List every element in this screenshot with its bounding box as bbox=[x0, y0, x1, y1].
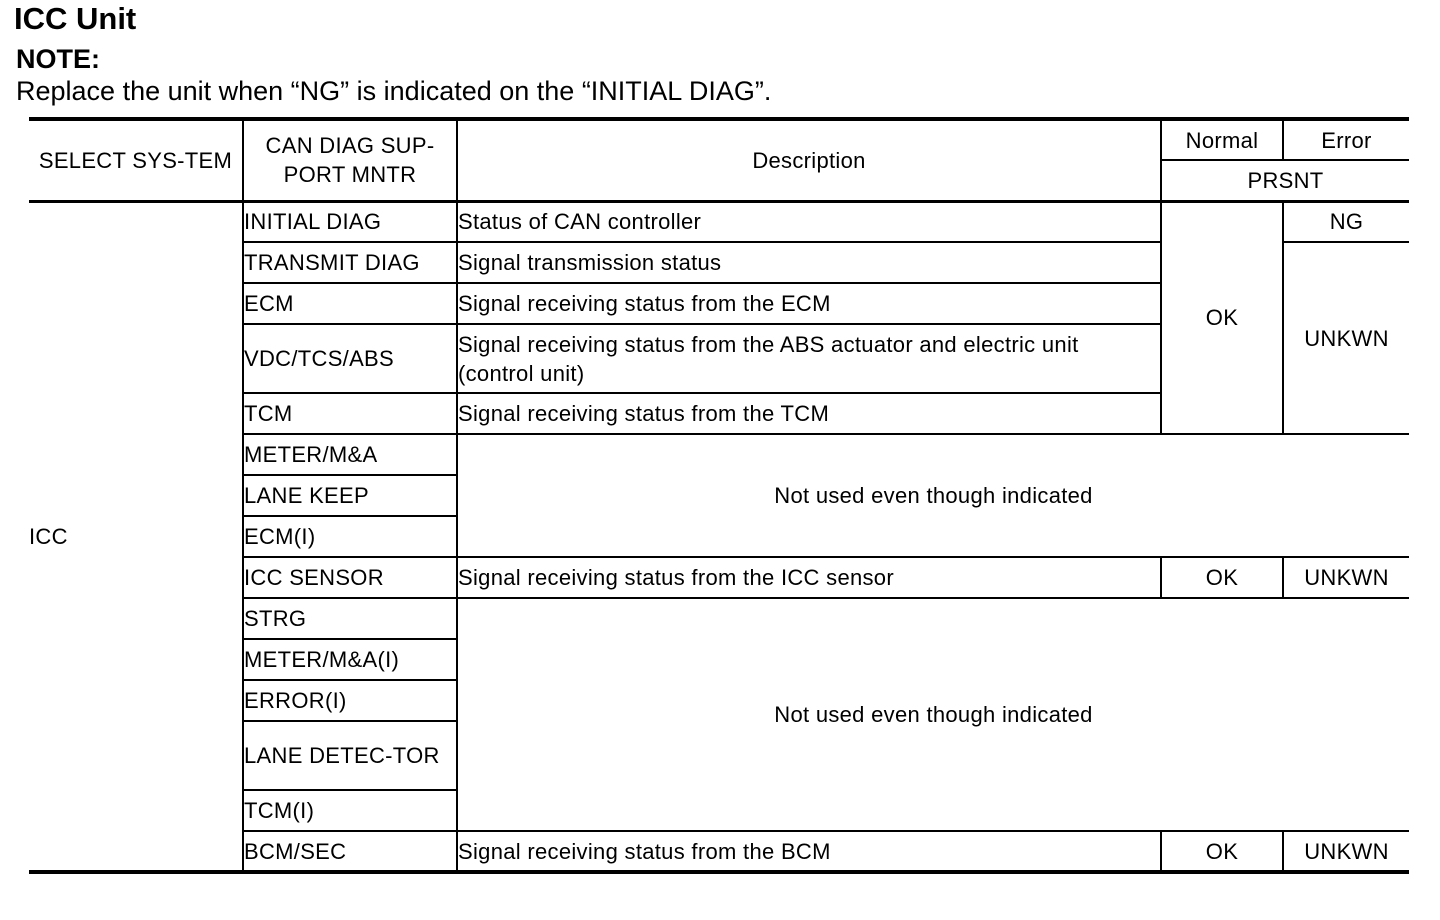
not-used-cell: Not used even though indicated bbox=[457, 598, 1409, 831]
item-cell: BCM/SEC bbox=[243, 831, 457, 872]
item-cell: LANE KEEP bbox=[243, 475, 457, 516]
description-cell: Status of CAN controller bbox=[457, 201, 1161, 242]
item-cell: VDC/TCS/ABS bbox=[243, 324, 457, 393]
item-cell: INITIAL DIAG bbox=[243, 201, 457, 242]
item-cell: ECM(I) bbox=[243, 516, 457, 557]
error-cell: UNKWN bbox=[1283, 557, 1409, 598]
item-cell: TCM bbox=[243, 393, 457, 434]
header-error: Error bbox=[1283, 119, 1409, 160]
header-normal: Normal bbox=[1161, 119, 1283, 160]
item-cell: STRG bbox=[243, 598, 457, 639]
item-cell: TRANSMIT DIAG bbox=[243, 242, 457, 283]
description-cell: Signal receiving status from the ECM bbox=[457, 283, 1161, 324]
description-cell: Signal receiving status from the TCM bbox=[457, 393, 1161, 434]
description-cell: Signal receiving status from the ABS actuator and electric unit (control unit) bbox=[457, 324, 1161, 393]
error-cell-ng: NG bbox=[1283, 201, 1409, 242]
item-cell: ICC SENSOR bbox=[243, 557, 457, 598]
note-text: Replace the unit when “NG” is indicated on the “INITIAL DIAG”. bbox=[16, 76, 772, 106]
error-cell: UNKWN bbox=[1283, 831, 1409, 872]
description-cell: Signal receiving status from the BCM bbox=[457, 831, 1161, 872]
not-used-cell: Not used even though indicated bbox=[457, 434, 1409, 557]
item-cell: METER/M&A bbox=[243, 434, 457, 475]
header-prsnt: PRSNT bbox=[1161, 160, 1409, 201]
description-cell: Signal transmission status bbox=[457, 242, 1161, 283]
normal-cell: OK bbox=[1161, 831, 1283, 872]
normal-cell-ok-group: OK bbox=[1161, 201, 1283, 434]
header-select-system: SELECT SYS-TEM bbox=[29, 119, 243, 201]
item-cell: ERROR(I) bbox=[243, 680, 457, 721]
normal-cell: OK bbox=[1161, 557, 1283, 598]
can-diag-table bbox=[29, 117, 1409, 874]
system-cell-icc: ICC bbox=[29, 201, 243, 872]
header-can-diag-support-mntr: CAN DIAG SUP-PORT MNTR bbox=[243, 119, 457, 201]
item-cell: METER/M&A(I) bbox=[243, 639, 457, 680]
item-cell: ECM bbox=[243, 283, 457, 324]
error-cell-unkwn-group: UNKWN bbox=[1283, 242, 1409, 434]
item-cell: TCM(I) bbox=[243, 790, 457, 831]
page-title: ICC Unit bbox=[14, 1, 137, 36]
header-description: Description bbox=[457, 119, 1161, 201]
note-label: NOTE: bbox=[16, 44, 100, 74]
table-row bbox=[29, 201, 1409, 242]
item-cell: LANE DETEC-TOR bbox=[243, 721, 457, 790]
description-cell: Signal receiving status from the ICC sensor bbox=[457, 557, 1161, 598]
